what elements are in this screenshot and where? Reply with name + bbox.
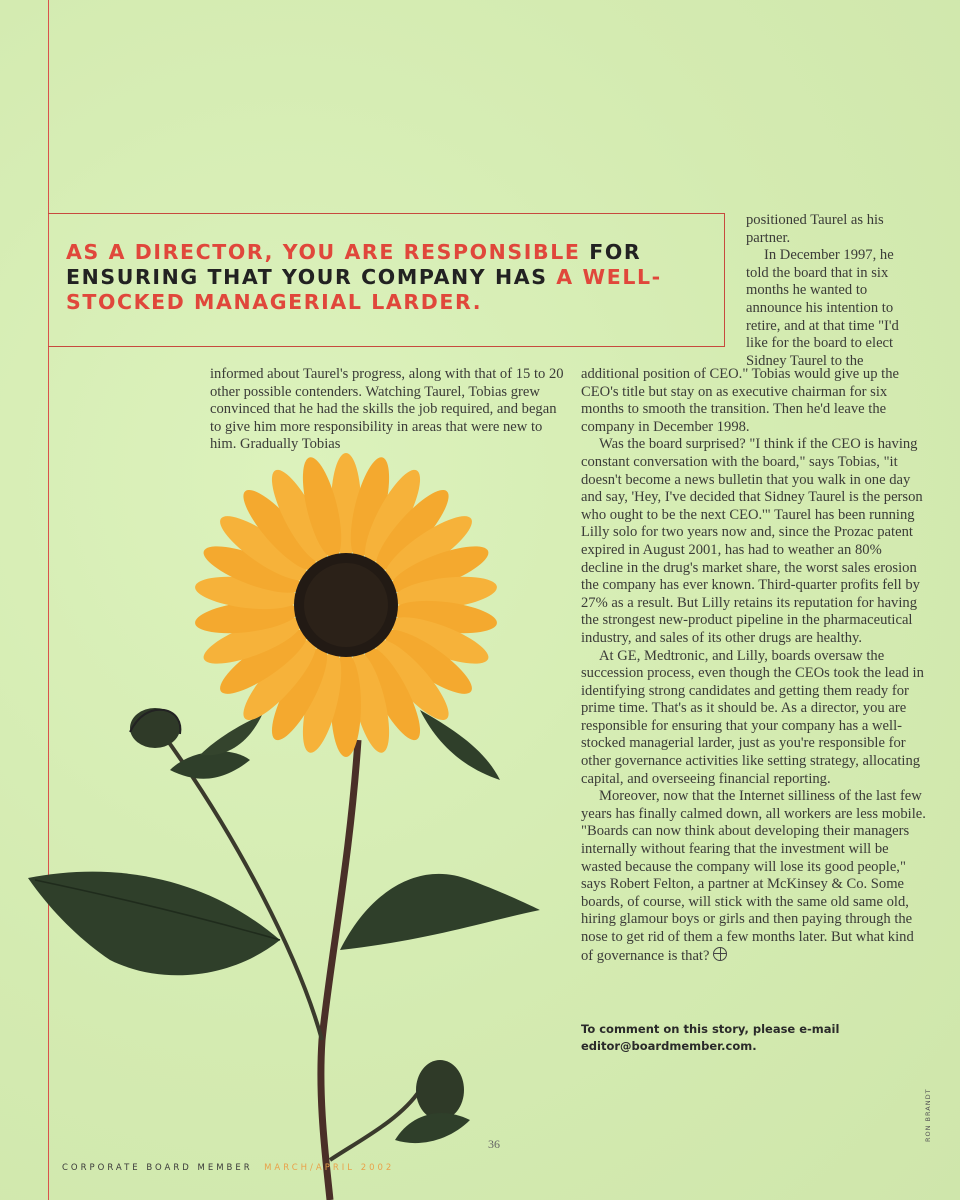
article-line: retire, and at that time "I'd bbox=[746, 317, 899, 334]
article-line: months he wanted to bbox=[746, 282, 868, 299]
article-paragraph: informed about Taurel's progress, along with that of 15 to 20 other possible contenders. Watching Taurel, Tobias grew convinced that he had the skills the job required, and began to give him more responsibility in areas that were new to him. Gradually Tobias bbox=[210, 366, 564, 453]
publication-name: CORPORATE BOARD MEMBER bbox=[62, 1163, 253, 1173]
page-number: 36 bbox=[488, 1137, 500, 1151]
sunflower-illustration bbox=[0, 440, 560, 1200]
article-line: announce his intention to bbox=[746, 299, 894, 316]
article-line: told the board that in six bbox=[746, 264, 889, 281]
article-line: Sidney Taurel to the bbox=[746, 352, 864, 369]
lower-branch-stem bbox=[330, 1090, 420, 1160]
article-paragraph: At GE, Medtronic, and Lilly, boards oversaw the succession process, even though the CEOs took the lead in identifying strong candidates and getting them ready for prime time. That's as it should be. As a director, you are responsible for ensuring that your company has a well-stocked managerial larder, just as you're responsible for other governance activities like setting strategy, allocating capital, and overseeing financial reporting. bbox=[581, 647, 924, 787]
pull-quote-part-2: FOR ENSURING THAT YOUR COMPANY HAS bbox=[66, 240, 642, 289]
right-leaf bbox=[340, 874, 540, 950]
flower-leaf bbox=[420, 710, 500, 780]
lower-bud-leaf bbox=[395, 1113, 470, 1143]
pull-quote bbox=[66, 240, 706, 315]
article-column-right bbox=[581, 366, 926, 965]
upper-left-leaf bbox=[170, 751, 250, 778]
article-paragraph: Was the board surprised? "I think if the CEO is having constant conversation with the board," says Tobias, "it doesn't become a news bulletin that you walk in one day and say, 'Hey, I've decided that Sidney Taurel is the person who ought to be the next CEO.'" Taurel has been running Lilly solo for two years now and, since the Prozac patent expired in August 2001, has had to weather an 80% decline in the drug's market share, the worst sales erosion the company has ever known. Third-quarter profits fell by 27% as a result. But Lilly retains its reputation for having the strongest new-product pipeline in the pharmaceutical industry, and sales of its other drugs are healthy. bbox=[581, 436, 923, 646]
issue-date: MARCH/APRIL 2002 bbox=[264, 1163, 395, 1173]
photo-credit bbox=[924, 1060, 936, 1142]
publication-footer bbox=[62, 1163, 394, 1173]
lower-bud bbox=[416, 1060, 464, 1120]
pull-quote-part-3: A WELL-STOCKED MANAGERIAL LARDER. bbox=[66, 265, 662, 314]
article-line: In December 1997, he bbox=[764, 247, 894, 264]
article-line: like for the board to elect bbox=[746, 335, 894, 352]
comment-email-link[interactable]: editor@boardmember.com. bbox=[581, 1039, 757, 1053]
flower-head bbox=[193, 453, 498, 757]
article-column-left bbox=[210, 366, 566, 454]
article-paragraph-last bbox=[581, 788, 926, 965]
article-line: partner. bbox=[746, 229, 791, 246]
comment-note bbox=[581, 1021, 921, 1055]
article-paragraph: additional position of CEO." Tobias would give up the CEO's title but stay on as executive chairman for six months to smooth the transition. Then he'd leave the company in December 1998. bbox=[581, 366, 899, 435]
article-paragraph-text: Moreover, now that the Internet silliness of the last few years has finally calmed down, all workers are less mobile. "Boards can now think about developing their managers internally without fearing that the investment will be wasted because the company will lose its good people," says Robert Felton, a partner at McKinsey & Co. Some boards, of course, will stick with the same old same old, hiring glamour boys or girls and then paying through the nose to get rid of them a few months later. But what kind of governance is that? bbox=[581, 788, 926, 964]
article-column-right-top bbox=[746, 212, 936, 370]
article-line: positioned Taurel as his bbox=[746, 212, 884, 228]
end-of-story-icon bbox=[713, 947, 727, 961]
pull-quote-part-1: AS A DIRECTOR, YOU ARE RESPONSIBLE bbox=[66, 240, 590, 264]
photo-credit-text: RON BRANDT bbox=[924, 1088, 932, 1142]
bud-stem bbox=[160, 730, 322, 1040]
flower-stem bbox=[321, 740, 358, 1200]
comment-line: To comment on this story, please e-mail bbox=[581, 1022, 840, 1036]
